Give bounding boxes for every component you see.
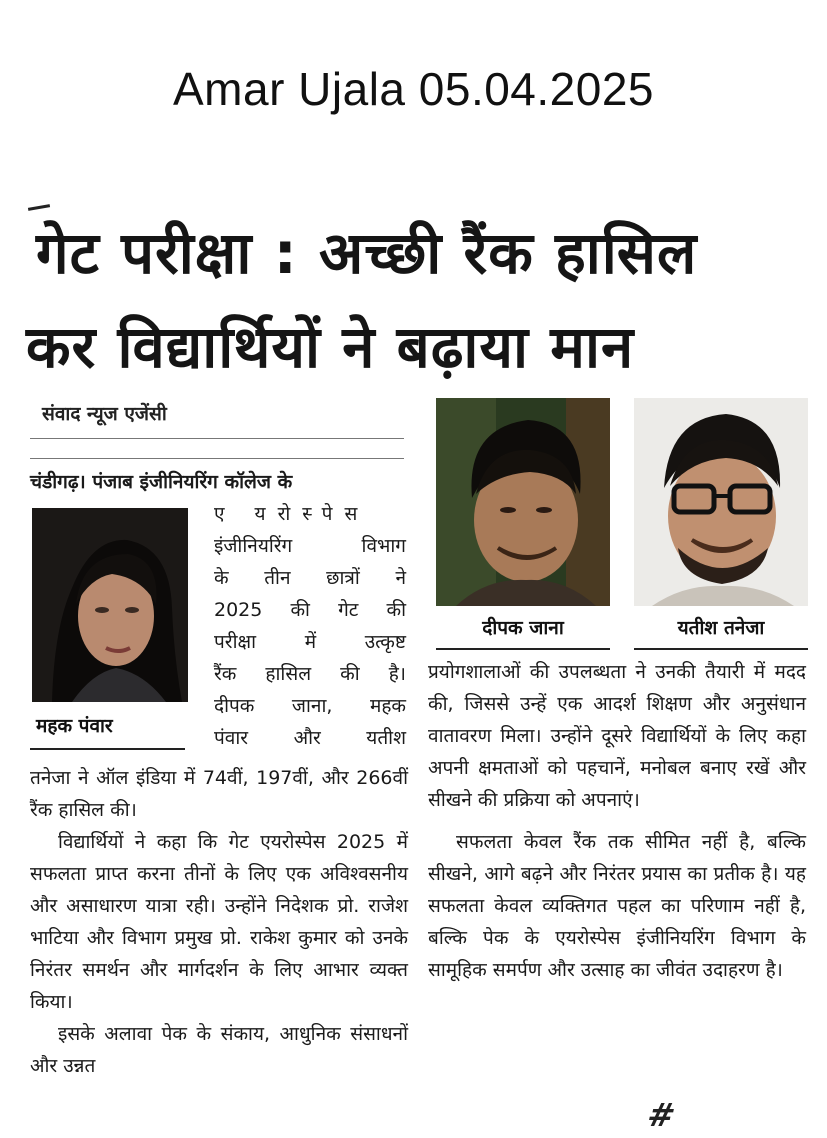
- caption-rule-right: [634, 648, 808, 650]
- headline-line-2: कर विद्यार्थियों ने बढ़ाया मान: [26, 313, 635, 381]
- col2-body: [428, 656, 806, 986]
- photo-yatish: [634, 398, 808, 606]
- photo-deepak: [436, 398, 610, 606]
- col1-para-2: विद्यार्थियों ने कहा कि गेट एयरोस्पेस 2025 में सफलता प्राप्त करना तीनों के लिए एक अविश्वसनीय और असाधारण यात्रा रही। उन्होंने निदेशक प्रो. राजेश भाटिया और विभाग प्रमुख प्रो. राकेश कुमार को उनके निरंतर समर्थन और मार्गदर्शन के लिए आभार व्यक्त किया।: [30, 831, 408, 1013]
- wrap-line: के तीन छात्रों ने: [214, 567, 406, 589]
- col2-para-2: सफलता केवल रैंक तक सीमित नहीं है, बल्कि सीखने, आगे बढ़ने और निरंतर प्रयास का प्रतीक है। यह सफलता केवल व्यक्तिगत पहल का परिणाम नहीं है, बल्कि पेक के एयरोस्पेस इंजीनियरिंग विभाग के सामूहिक समर्पण और उत्साह का जीवंत उदाहरण है।: [428, 831, 806, 981]
- portrait-man-glasses-image: [634, 398, 808, 606]
- col1-body: [30, 762, 408, 1082]
- caption-rule-mid: [436, 648, 610, 650]
- byline: संवाद न्यूज एजेंसी: [42, 403, 167, 425]
- col1-para-1: तनेजा ने ऑल इंडिया में 74वीं, 197वीं, और 266वीं रैंक हासिल की।: [30, 767, 408, 821]
- wrap-line: इंजीनियरिंग विभाग: [214, 535, 406, 557]
- col1-para-3: इसके अलावा पेक के संकाय, आधुनिक संसाधनों और उन्नत: [30, 1023, 408, 1077]
- wrap-line: पंवार और यतीश: [214, 727, 406, 749]
- portrait-woman-image: [32, 508, 188, 702]
- wrap-line: रैंक हासिल की है।: [214, 663, 406, 685]
- photo-mahak: [32, 508, 188, 702]
- byline-rule: [30, 438, 404, 439]
- wrap-line: 2025 की गेट की: [214, 599, 406, 621]
- col1-wrap: [214, 498, 406, 754]
- col1-lead: चंडीगढ़। पंजाब इंजीनियरिंग कॉलेज के: [30, 471, 293, 493]
- caption-rule-left: [30, 748, 185, 750]
- end-mark: #: [643, 1096, 679, 1134]
- source-date-line: Amar Ujala 05.04.2025: [172, 63, 654, 115]
- caption-yatish: यतीश तनेजा: [677, 617, 765, 639]
- wrap-line: ए यरोस्पेस: [214, 503, 370, 525]
- headline-line-1: गेट परीक्षा : अच्छी रैंक हासिल: [36, 219, 698, 287]
- col2-para-1: प्रयोगशालाओं की उपलब्धता ने उनकी तैयारी में मदद की, जिससे उन्हें एक आदर्श शिक्षण और अनुसंधान वातावरण मिला। उन्होंने दूसरे विद्यार्थियों के लिए कहा अपनी क्षमताओं को पहचानें, मनोबल बनाए रखें और सीखने की प्रक्रिया को अपनाएं।: [428, 661, 806, 811]
- portrait-man-image: [436, 398, 610, 606]
- caption-mahak: महक पंवार: [36, 715, 113, 737]
- headline: [26, 206, 816, 394]
- wrap-line: दीपक जाना, महक: [214, 695, 406, 717]
- caption-deepak: दीपक जाना: [482, 617, 564, 639]
- wrap-line: परीक्षा में उत्कृष्ट: [214, 631, 406, 653]
- byline-rule-2: [30, 458, 404, 459]
